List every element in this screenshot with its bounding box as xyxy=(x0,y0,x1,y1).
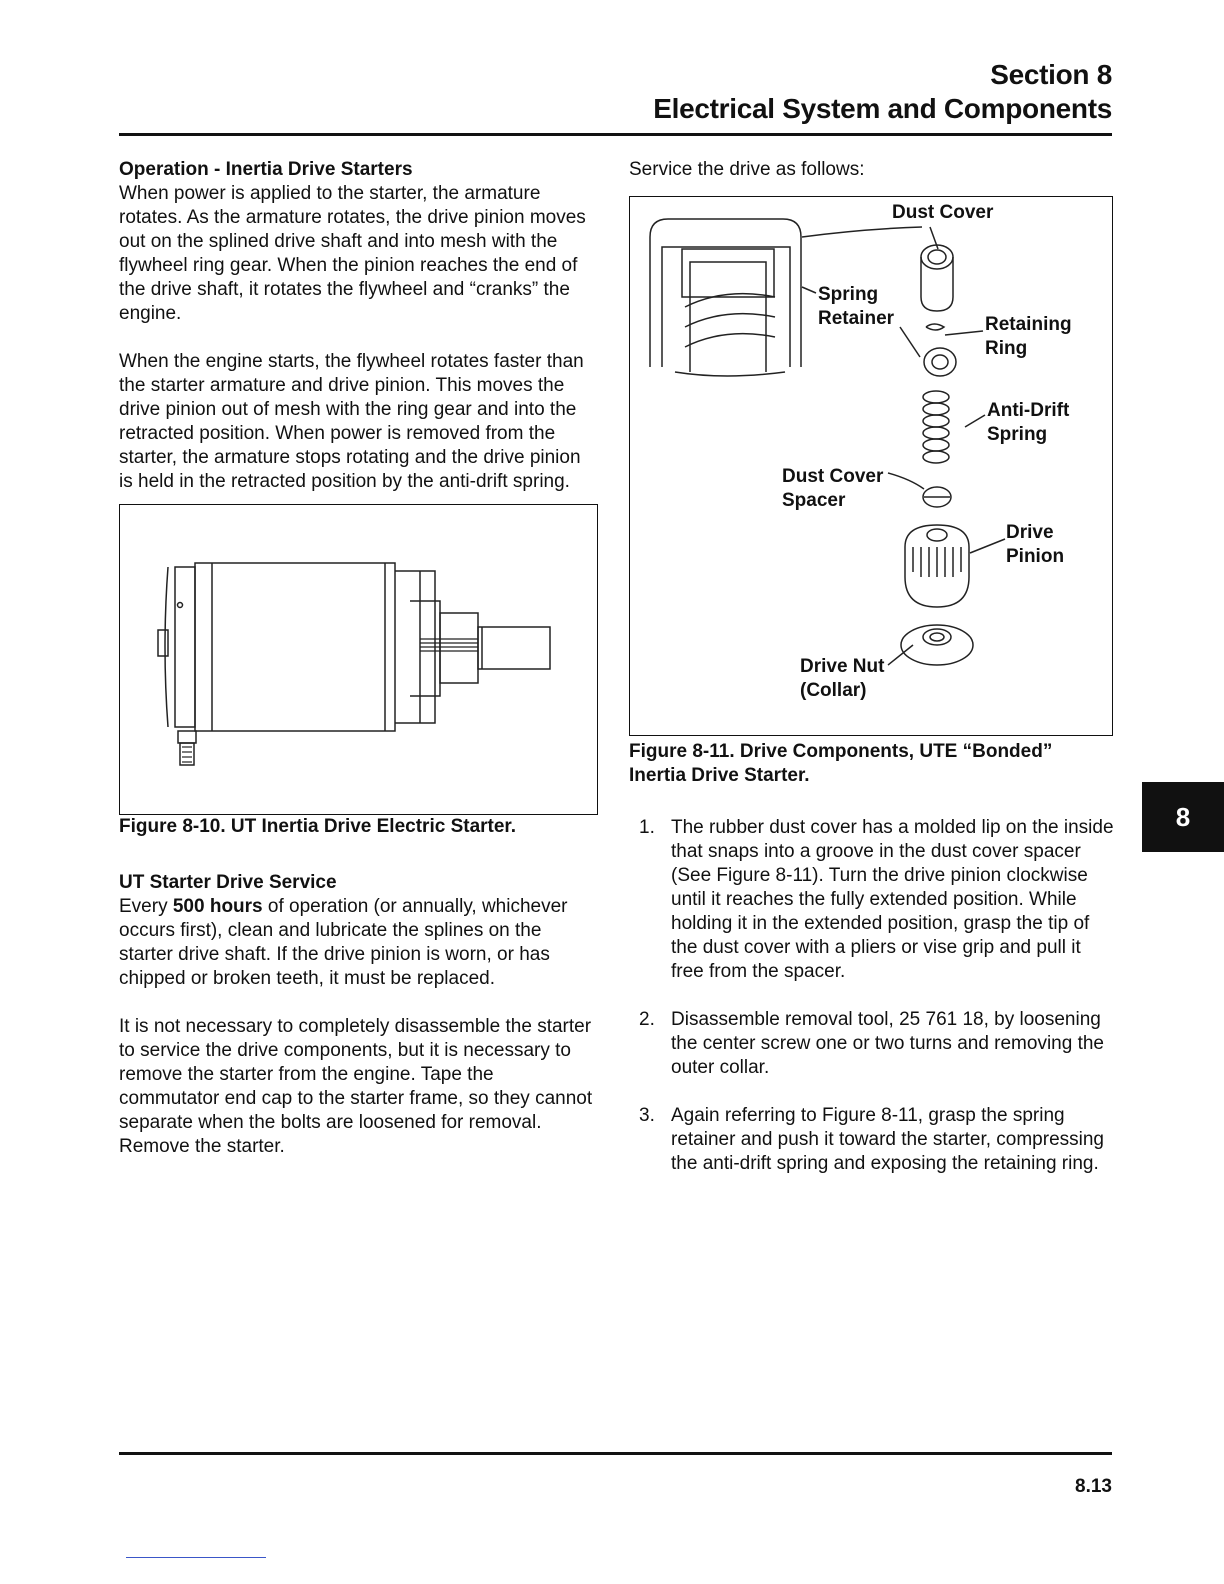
header-rule xyxy=(119,133,1112,136)
operation-paragraph-2: When the engine starts, the flywheel rotates faster than the starter armature and drive pinion. This moves the drive pinion out of mesh with the ring gear and into the retracted position. When power is removed from the starter, the armature stops rotating and the drive pinion is held in the retracted position by the anti-drift spring. xyxy=(119,351,584,492)
figure-8-11 xyxy=(629,196,1113,736)
step-number: 1. xyxy=(639,817,655,838)
service-text-pre: Every xyxy=(119,896,173,917)
left-column xyxy=(119,158,599,1159)
figure-8-11-caption-line-2: Inertia Drive Starter. xyxy=(629,765,810,786)
service-text-post: of operation (or annually, whichever occurs first), clean and lubricate the splines on the starter drive shaft. If the drive pinion is worn, or has chipped or broken teeth, it must be replaced. xyxy=(119,896,568,989)
label-retaining: Retaining xyxy=(985,314,1072,335)
figure-8-10-caption: Figure 8-10. UT Inertia Drive Electric Starter. xyxy=(119,816,517,837)
label-spring: Spring xyxy=(818,284,879,305)
step-item xyxy=(629,816,1115,984)
service-intro: Service the drive as follows: xyxy=(629,159,865,180)
label-drive: Drive xyxy=(1006,522,1054,543)
figure-8-10 xyxy=(119,504,598,815)
service-paragraph-2: It is not necessary to completely disassemble the starter to service the drive components, but it is necessary to remove the starter from the engine. Tape the commutator end cap to the starter frame, so they cannot separate when the bolts are loosened for removal. Remove the starter. xyxy=(119,1016,593,1157)
label-retainer: Retainer xyxy=(818,308,895,329)
operation-heading: Operation - Inertia Drive Starters xyxy=(119,159,413,180)
label-dust-cover: Dust Cover xyxy=(892,202,994,223)
step-item xyxy=(629,1104,1115,1176)
page-number: 8.13 xyxy=(1075,1476,1112,1497)
starter-drawing xyxy=(120,505,596,813)
section-title: Electrical System and Components xyxy=(653,93,1112,124)
bottom-link-underline xyxy=(126,1557,266,1558)
figure-8-11-caption-line-1: Figure 8-11. Drive Components, UTE “Bonded” xyxy=(629,741,1053,762)
label-collar: (Collar) xyxy=(800,680,867,701)
step-number: 2. xyxy=(639,1009,655,1030)
step-text: The rubber dust cover has a molded lip on the inside that snaps into a groove in the dust cover spacer (See Figure 8-11). Turn the drive pinion clockwise until it reaches the fully extended position. While holding it in the extended position, grasp the tip of the dust cover with a pliers or vise grip and pull it free from the spacer. xyxy=(671,817,1114,982)
label-ring: Ring xyxy=(985,338,1028,359)
step-text: Disassemble removal tool, 25 761 18, by loosening the center screw one or two turns and removing the outer collar. xyxy=(671,1009,1105,1078)
step-text: Again referring to Figure 8-11, grasp the spring retainer and push it toward the starter, compressing the anti-drift spring and exposing the retaining ring. xyxy=(671,1105,1105,1174)
section-number: Section 8 xyxy=(990,59,1112,90)
label-spring-2: Spring xyxy=(987,424,1048,445)
footer-rule xyxy=(119,1452,1112,1455)
label-pinion: Pinion xyxy=(1006,546,1065,567)
step-number: 3. xyxy=(639,1105,655,1126)
label-drive-nut: Drive Nut xyxy=(800,656,885,677)
section-tab: 8 xyxy=(1142,782,1224,852)
label-anti-drift: Anti-Drift xyxy=(987,400,1070,421)
right-column xyxy=(629,158,1115,1200)
service-heading: UT Starter Drive Service xyxy=(119,872,337,893)
service-paragraph-1 xyxy=(119,895,599,991)
service-steps xyxy=(629,816,1115,1176)
label-dust-cover-2: Dust Cover xyxy=(782,466,884,487)
service-hours: 500 hours xyxy=(172,896,263,917)
label-spacer: Spacer xyxy=(782,490,846,511)
page-header xyxy=(653,58,1112,126)
step-item xyxy=(629,1008,1115,1080)
operation-paragraph-1: When power is applied to the starter, the armature rotates. As the armature rotates, the drive pinion moves out on the splined drive shaft and into mesh with the flywheel ring gear. When the pinion reaches the end of the drive shaft, it rotates the flywheel and “cranks” the engine. xyxy=(119,183,586,324)
